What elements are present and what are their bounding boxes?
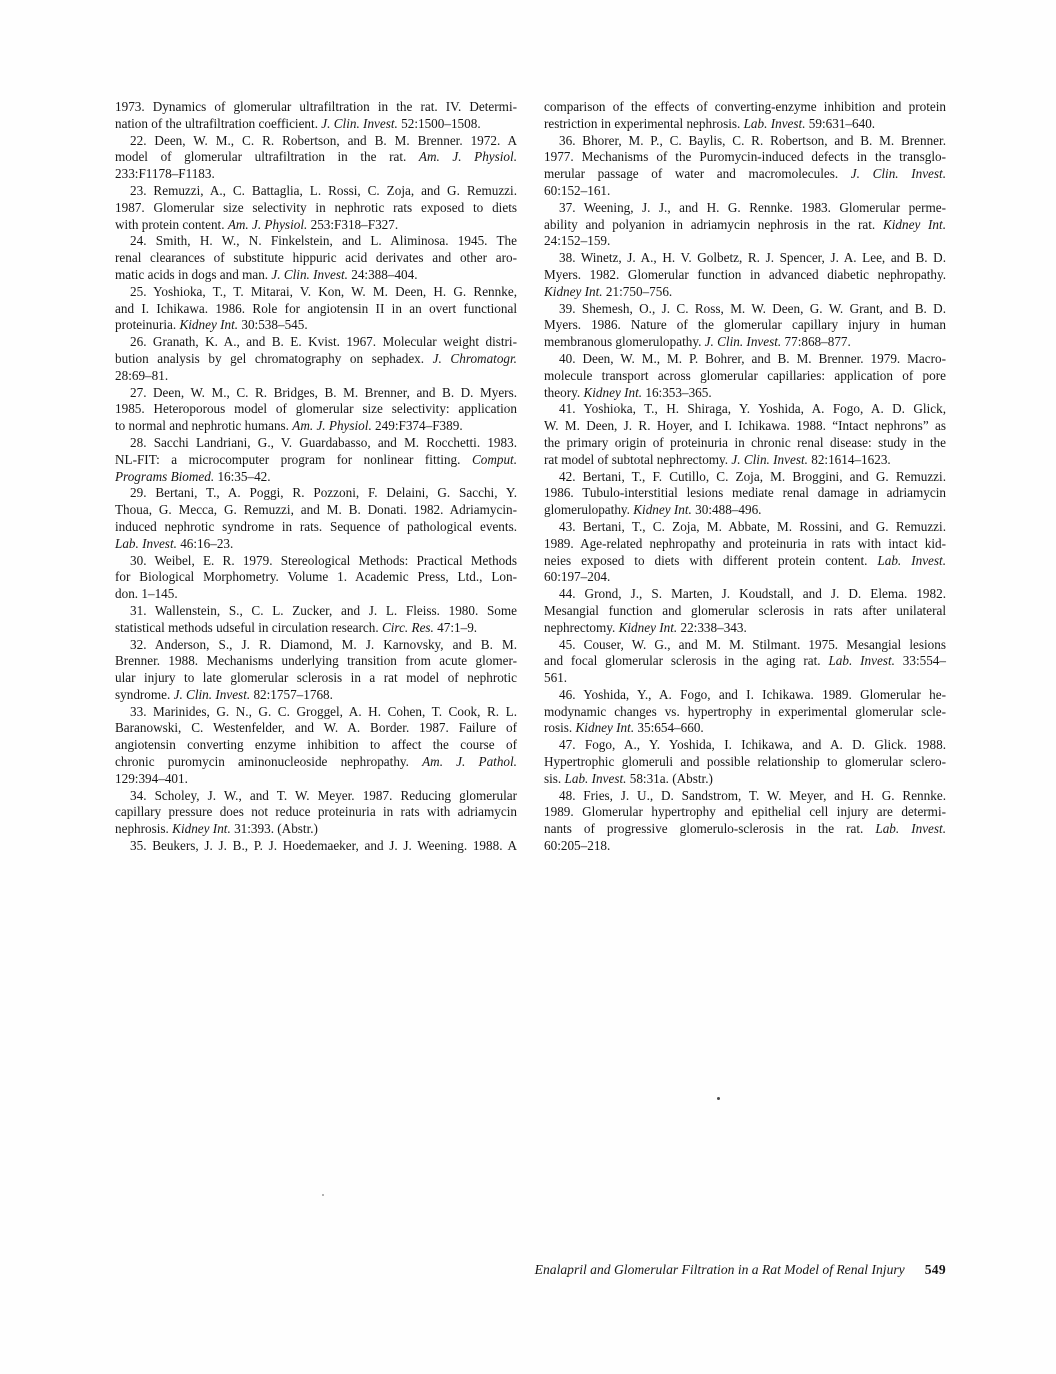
reference-line bbox=[115, 99, 517, 116]
journal-name: Kidney Int. bbox=[179, 317, 239, 333]
reference-line bbox=[544, 569, 946, 586]
reference-line bbox=[544, 838, 946, 855]
reference-text: theory. bbox=[544, 384, 584, 400]
reference-line bbox=[544, 401, 946, 418]
reference-line bbox=[115, 469, 517, 486]
reference-text: 1985. Heteroporous model of glomerular size selectivity: application bbox=[115, 401, 517, 417]
journal-name: Lab. Invest. bbox=[875, 821, 947, 837]
journal-name: Kidney Int. bbox=[618, 619, 678, 635]
reference-text: renal clearances of substitute hippuric acid derivates and other aro- bbox=[115, 250, 517, 266]
reference-line bbox=[115, 519, 517, 536]
reference-text: induced nephrotic syndrome in rats. Sequence of pathological events. bbox=[115, 518, 517, 534]
reference-line bbox=[115, 200, 517, 217]
reference-line bbox=[544, 284, 946, 301]
reference-text: 24. Smith, H. W., N. Finkelstein, and L. Aliminosa. 1945. The bbox=[130, 233, 517, 249]
reference-line bbox=[115, 720, 517, 737]
reference-text: 28. Sacchi Landriani, G., V. Guardabasso, and M. Rocchetti. 1983. bbox=[130, 434, 517, 450]
reference-text: 34. Scholey, J. W., and T. W. Meyer. 1987. Reducing glomerular bbox=[130, 787, 517, 803]
reference-text: 30. Weibel, E. R. 1979. Stereological Methods: Practical Methods bbox=[130, 552, 517, 568]
reference-text: proteinuria. bbox=[115, 317, 180, 333]
reference-text: 21:750–756. bbox=[602, 283, 673, 299]
reference-line bbox=[544, 301, 946, 318]
reference-line bbox=[544, 502, 946, 519]
reference-line bbox=[115, 603, 517, 620]
journal-name: Kidney Int. bbox=[544, 283, 603, 299]
reference-line bbox=[544, 368, 946, 385]
reference-line bbox=[115, 418, 517, 435]
reference-line bbox=[115, 368, 517, 385]
journal-name: J. Clin. Invest. bbox=[173, 686, 251, 702]
reference-text: 39. Shemesh, O., J. C. Ross, M. W. Deen, G. W. Grant, and B. D. bbox=[559, 300, 946, 316]
reference-text: sis. bbox=[544, 770, 565, 786]
reference-line bbox=[544, 385, 946, 402]
reference-entry bbox=[544, 133, 946, 200]
reference-line bbox=[544, 586, 946, 603]
reference-text: 45. Couser, W. G., and M. M. Stilmant. 1975. Mesangial lesions bbox=[559, 636, 946, 652]
reference-line bbox=[544, 435, 946, 452]
reference-text: 27. Deen, W. M., C. R. Bridges, B. M. Brenner, and B. D. Myers. bbox=[130, 384, 517, 400]
scan-speck bbox=[717, 1097, 720, 1100]
reference-text: 1989. Age-related nephropathy and proteinuria in rats with intact kid- bbox=[544, 535, 946, 551]
reference-line bbox=[115, 485, 517, 502]
reference-line bbox=[544, 737, 946, 754]
reference-line bbox=[544, 233, 946, 250]
reference-text: 52:1500–1508. bbox=[397, 115, 481, 131]
reference-line bbox=[115, 250, 517, 267]
reference-entry bbox=[115, 183, 517, 233]
reference-text: 30:488–496. bbox=[691, 502, 762, 518]
journal-name: Circ. Res. bbox=[381, 619, 434, 635]
reference-text: 60:197–204. bbox=[544, 569, 611, 585]
reference-text: model of glomerular ultrafiltration in the rat. bbox=[115, 149, 419, 165]
reference-text: Hypertrophic glomeruli and possible relationship to glomerular sclero- bbox=[544, 754, 946, 770]
reference-line bbox=[544, 133, 946, 150]
reference-text: Baranowski, C. Westenfelder, and W. A. Border. 1987. Failure of bbox=[115, 720, 517, 736]
reference-text: angiotensin converting enzyme inhibition to affect the course of bbox=[115, 737, 517, 753]
reference-line bbox=[115, 586, 517, 603]
reference-line bbox=[544, 536, 946, 553]
reference-text: modynamic changes vs. hypertrophy in experimental glomerular scle- bbox=[544, 703, 946, 719]
reference-text: 36. Bhorer, M. P., C. Baylis, C. R. Robertson, and B. M. Brenner. bbox=[559, 132, 946, 148]
reference-text: 58:31a. (Abstr.) bbox=[626, 770, 713, 786]
reference-line bbox=[115, 317, 517, 334]
reference-text: bution analysis by gel chromatography on sephadex. bbox=[115, 350, 433, 366]
reference-text: 37. Weening, J. J., and H. G. Rennke. 1983. Glomerular perme- bbox=[559, 199, 946, 215]
reference-entry bbox=[544, 788, 946, 855]
journal-name: Kidney Int. bbox=[172, 821, 231, 837]
reference-entry bbox=[544, 401, 946, 468]
reference-text: 77:868–877. bbox=[781, 334, 851, 350]
reference-text: 30:538–545. bbox=[238, 317, 308, 333]
reference-text: 1989. Glomerular hypertrophy and epithelial cell injury are determi- bbox=[544, 804, 946, 820]
reference-text: Mesangial function and glomerular sclerosis in rats after unilateral bbox=[544, 602, 946, 618]
reference-line bbox=[115, 149, 517, 166]
reference-text: 16:353–365. bbox=[642, 384, 712, 400]
reference-line bbox=[544, 821, 946, 838]
reference-entry bbox=[544, 737, 946, 787]
reference-line bbox=[115, 653, 517, 670]
reference-line bbox=[115, 435, 517, 452]
reference-text: merular passage of water and macromolecules. bbox=[544, 166, 851, 182]
reference-text: 82:1757–1768. bbox=[250, 686, 333, 702]
reference-text: 46:16–23. bbox=[176, 535, 234, 551]
reference-entry bbox=[544, 250, 946, 300]
reference-text: 23. Remuzzi, A., C. Battaglia, L. Rossi, C. Zoja, and G. Remuzzi. bbox=[130, 182, 517, 198]
reference-text: neies exposed to diets with different protein content. bbox=[544, 552, 878, 568]
reference-text: 35:654–660. bbox=[634, 720, 704, 736]
reference-line bbox=[544, 704, 946, 721]
reference-text: glomerulopathy. bbox=[544, 502, 634, 518]
journal-name: Am. J. Physiol. bbox=[418, 149, 517, 165]
reference-text: 233:F1178–F1183. bbox=[115, 166, 215, 182]
reference-entry bbox=[115, 435, 517, 485]
reference-line bbox=[115, 452, 517, 469]
reference-text: 60:152–161. bbox=[544, 182, 611, 198]
reference-text: the primary origin of proteinuria in chronic renal disease: study in the bbox=[544, 434, 946, 450]
reference-entry bbox=[544, 99, 946, 133]
reference-line bbox=[115, 754, 517, 771]
journal-name: J. Clin. Invest. bbox=[704, 334, 782, 350]
journal-name: Kidney Int. bbox=[882, 216, 946, 232]
reference-entry bbox=[115, 838, 517, 855]
reference-text: 59:631–640. bbox=[805, 115, 876, 131]
reference-line bbox=[544, 183, 946, 200]
journal-name: Comput. bbox=[471, 451, 517, 467]
reference-text: and I. Ichikawa. 1986. Role for angiotensin II in an overt functional bbox=[115, 300, 517, 316]
reference-line bbox=[544, 720, 946, 737]
reference-line bbox=[115, 637, 517, 654]
reference-text: nephrosis. bbox=[115, 821, 173, 837]
reference-text: Thoua, G. Mecca, G. Remuzzi, and M. B. Donati. 1982. Adriamycin- bbox=[115, 502, 517, 518]
reference-line bbox=[544, 116, 946, 133]
reference-text: nation of the ultrafiltration coefficient. bbox=[115, 115, 322, 131]
reference-line bbox=[544, 166, 946, 183]
reference-line bbox=[115, 116, 517, 133]
journal-name: Am. J. Pathol. bbox=[422, 754, 517, 770]
reference-line bbox=[115, 217, 517, 234]
running-title: Enalapril and Glomerular Filtration in a Rat Model of Renal Injury bbox=[534, 1262, 905, 1277]
reference-text: 561. bbox=[544, 670, 568, 686]
journal-name: Kidney Int. bbox=[583, 384, 643, 400]
journal-name: Lab. Invest. bbox=[564, 770, 627, 786]
reference-text: 46. Yoshida, Y., A. Fogo, and I. Ichikawa. 1989. Glomerular he- bbox=[559, 686, 946, 702]
reference-line bbox=[544, 317, 946, 334]
reference-line bbox=[544, 351, 946, 368]
journal-name: J. Clin. Invest. bbox=[850, 166, 946, 182]
reference-text: 43. Bertani, T., C. Zoja, M. Abbate, M. Rossini, and G. Remuzzi. bbox=[559, 518, 946, 534]
reference-line bbox=[115, 838, 517, 855]
reference-text: Myers. 1986. Nature of the glomerular capillary injury in human bbox=[544, 317, 946, 333]
reference-line bbox=[115, 401, 517, 418]
reference-entry bbox=[115, 385, 517, 435]
journal-name: Programs Biomed. bbox=[115, 468, 215, 484]
reference-text: ular injury to late glomerular sclerosis in a rat model of nephrotic bbox=[115, 670, 517, 686]
reference-line bbox=[115, 536, 517, 553]
references-left-column bbox=[115, 99, 517, 855]
reference-text: 1987. Glomerular size selectivity in nephrotic rats exposed to diets bbox=[115, 199, 517, 215]
scan-speck bbox=[322, 1194, 324, 1196]
reference-text: 33:554– bbox=[894, 653, 946, 669]
reference-line bbox=[544, 149, 946, 166]
reference-line bbox=[115, 267, 517, 284]
reference-line bbox=[115, 788, 517, 805]
reference-entry bbox=[544, 637, 946, 687]
reference-text: 129:394–401. bbox=[115, 770, 188, 786]
reference-text: and focal glomerular sclerosis in the aging rat. bbox=[544, 653, 829, 669]
reference-text: comparison of the effects of converting-enzyme inhibition and protein bbox=[544, 99, 946, 114]
reference-line bbox=[115, 704, 517, 721]
reference-line bbox=[115, 233, 517, 250]
reference-line bbox=[115, 804, 517, 821]
reference-entry bbox=[115, 233, 517, 283]
journal-name: Lab. Invest. bbox=[743, 115, 806, 131]
page-number: 549 bbox=[924, 1262, 946, 1277]
reference-line bbox=[544, 754, 946, 771]
reference-line bbox=[115, 385, 517, 402]
reference-entry bbox=[115, 133, 517, 183]
journal-name: Lab. Invest. bbox=[115, 535, 177, 551]
reference-line bbox=[115, 166, 517, 183]
reference-text: 26. Granath, K. A., and B. E. Kvist. 1967. Molecular weight distri- bbox=[130, 334, 517, 350]
reference-line bbox=[115, 183, 517, 200]
reference-line bbox=[544, 771, 946, 788]
reference-text: 1977. Mechanisms of the Puromycin-induced defects in the transglo- bbox=[544, 149, 946, 165]
reference-line bbox=[544, 670, 946, 687]
reference-text: 42. Bertani, T., F. Cutillo, C. Zoja, M. Broggini, and G. Remuzzi. bbox=[559, 468, 946, 484]
reference-line bbox=[115, 553, 517, 570]
reference-text: 35. Beukers, J. J. B., P. J. Hoedemaeker, and J. J. Weening. 1988. A bbox=[130, 838, 517, 854]
reference-text: 33. Marinides, G. N., G. C. Groggel, A. H. Cohen, T. Cook, R. L. bbox=[130, 703, 517, 719]
reference-line bbox=[544, 452, 946, 469]
reference-text: molecule transport across glomerular capillaries: application of pore bbox=[544, 367, 946, 383]
reference-text: Brenner. 1988. Mechanisms underlying transition from acute glomer- bbox=[115, 653, 517, 669]
reference-text: 24:152–159. bbox=[544, 233, 611, 249]
reference-entry bbox=[544, 687, 946, 737]
reference-text: 16:35–42. bbox=[214, 468, 271, 484]
reference-text: 41. Yoshioka, T., H. Shiraga, Y. Yoshida, A. Fogo, A. D. Glick, bbox=[559, 401, 946, 417]
reference-text: 47. Fogo, A., Y. Yoshida, I. Ichikawa, and A. D. Glick. 1988. bbox=[559, 737, 946, 753]
reference-text: capillary pressure does not reduce proteinuria in rats with adriamycin bbox=[115, 804, 517, 820]
reference-text: restriction in experimental nephrosis. bbox=[544, 115, 744, 131]
reference-line bbox=[544, 99, 946, 116]
reference-text: 253:F318–F327. bbox=[307, 216, 399, 232]
reference-text: nants of progressive glomerulo-sclerosis in the rat. bbox=[544, 821, 876, 837]
reference-line bbox=[544, 519, 946, 536]
reference-text: 22:338–343. bbox=[677, 619, 747, 635]
reference-text: 24:388–404. bbox=[347, 266, 418, 282]
reference-entry bbox=[115, 637, 517, 704]
reference-entry bbox=[544, 301, 946, 351]
journal-name: J. Clin. Invest. bbox=[731, 451, 808, 467]
reference-text: 32. Anderson, S., J. R. Diamond, M. J. Karnovsky, and B. M. bbox=[130, 636, 517, 652]
reference-line bbox=[115, 133, 517, 150]
reference-entry bbox=[115, 99, 517, 133]
reference-text: 40. Deen, W. M., M. P. Bohrer, and B. M. Brenner. 1979. Macro- bbox=[559, 350, 946, 366]
journal-name: Kidney Int. bbox=[633, 502, 692, 518]
reference-line bbox=[115, 569, 517, 586]
reference-entry bbox=[544, 519, 946, 586]
reference-line bbox=[544, 804, 946, 821]
journal-name: Kidney Int. bbox=[575, 720, 635, 736]
reference-line bbox=[544, 620, 946, 637]
reference-text: for Biological Morphometry. Volume 1. Academic Press, Ltd., Lon- bbox=[115, 569, 517, 585]
reference-line bbox=[544, 603, 946, 620]
reference-text: matic acids in dogs and man. bbox=[115, 266, 272, 282]
reference-text: membranous glomerulopathy. bbox=[544, 334, 705, 350]
reference-line bbox=[115, 301, 517, 318]
reference-entry bbox=[115, 284, 517, 334]
reference-text: 28:69–81. bbox=[115, 367, 169, 383]
reference-line bbox=[115, 284, 517, 301]
reference-entry bbox=[115, 334, 517, 384]
reference-text: Myers. 1982. Glomerular function in advanced diabetic nephropathy. bbox=[544, 266, 946, 282]
reference-text: rosis. bbox=[544, 720, 576, 736]
reference-text: 1986. Tubulo-interstitial lesions mediate renal damage in adriamycin bbox=[544, 485, 946, 501]
reference-text: 29. Bertani, T., A. Poggi, R. Pozzoni, F. Delaini, G. Sacchi, Y. bbox=[130, 485, 517, 501]
page-footer bbox=[535, 1262, 946, 1278]
reference-text: 1973. Dynamics of glomerular ultrafiltration in the rat. IV. Determi- bbox=[115, 99, 517, 114]
reference-entry bbox=[115, 603, 517, 637]
reference-line bbox=[115, 334, 517, 351]
reference-entry bbox=[544, 469, 946, 519]
references-right-column bbox=[544, 99, 946, 855]
reference-line bbox=[544, 469, 946, 486]
reference-text: syndrome. bbox=[115, 686, 174, 702]
reference-entry bbox=[115, 704, 517, 788]
reference-line bbox=[115, 821, 517, 838]
journal-name: Lab. Invest. bbox=[877, 552, 946, 568]
journal-name: J. Clin. Invest. bbox=[321, 115, 398, 131]
reference-text: don. 1–145. bbox=[115, 586, 178, 602]
journal-name: J. Clin. Invest. bbox=[271, 266, 348, 282]
reference-text: with protein content. bbox=[115, 216, 228, 232]
reference-line bbox=[115, 620, 517, 637]
reference-entry bbox=[544, 200, 946, 250]
reference-text: 249:F374–F389. bbox=[371, 418, 463, 434]
reference-entry bbox=[115, 788, 517, 838]
reference-text: 60:205–218. bbox=[544, 838, 611, 854]
reference-text: 47:1–9. bbox=[433, 619, 478, 635]
reference-text: ability and polyanion in adriamycin nephrosis in the rat. bbox=[544, 216, 883, 232]
reference-text: 25. Yoshioka, T., T. Mitarai, V. Kon, W. M. Deen, H. G. Rennke, bbox=[130, 283, 517, 299]
reference-line bbox=[115, 687, 517, 704]
reference-line bbox=[544, 637, 946, 654]
reference-text: 31:393. (Abstr.) bbox=[230, 821, 318, 837]
reference-line bbox=[544, 267, 946, 284]
reference-line bbox=[544, 250, 946, 267]
reference-line bbox=[115, 771, 517, 788]
reference-text: 48. Fries, J. U., D. Sandstrom, T. W. Meyer, and H. G. Rennke. bbox=[559, 787, 946, 803]
reference-text: nephrectomy. bbox=[544, 619, 619, 635]
reference-text: chronic puromycin aminonucleoside nephropathy. bbox=[115, 754, 423, 770]
journal-name: Lab. Invest. bbox=[828, 653, 895, 669]
references-section bbox=[115, 99, 946, 855]
reference-line bbox=[544, 687, 946, 704]
reference-line bbox=[544, 418, 946, 435]
reference-text: W. M. Deen, J. R. Hoyer, and I. Ichikawa. 1988. “Intact nephrons” as bbox=[544, 418, 946, 434]
journal-name: Am. J. Physiol. bbox=[227, 216, 308, 232]
reference-text: NL-FIT: a microcomputer program for nonlinear fitting. bbox=[115, 451, 472, 467]
journal-name: J. Chromatogr. bbox=[432, 350, 517, 366]
reference-line bbox=[544, 485, 946, 502]
reference-line bbox=[115, 670, 517, 687]
reference-line bbox=[544, 200, 946, 217]
reference-line bbox=[544, 334, 946, 351]
reference-line bbox=[544, 553, 946, 570]
reference-text: 44. Grond, J., S. Marten, J. Koudstall, and J. D. Elema. 1982. bbox=[559, 586, 946, 602]
reference-text: 38. Winetz, J. A., H. V. Golbetz, R. J. Spencer, J. A. Lee, and B. D. bbox=[559, 250, 946, 266]
reference-text: statistical methods udseful in circulation research. bbox=[115, 619, 382, 635]
reference-text: rat model of subtotal nephrectomy. bbox=[544, 451, 732, 467]
reference-line bbox=[544, 217, 946, 234]
journal-name: Am. J. Physiol. bbox=[292, 418, 372, 434]
reference-text: to normal and nephrotic humans. bbox=[115, 418, 293, 434]
reference-entry bbox=[544, 586, 946, 636]
reference-text: 82:1614–1623. bbox=[807, 451, 891, 467]
reference-line bbox=[115, 502, 517, 519]
reference-entry bbox=[115, 553, 517, 603]
reference-entry bbox=[115, 485, 517, 552]
reference-text: 31. Wallenstein, S., C. L. Zucker, and J. L. Fleiss. 1980. Some bbox=[130, 602, 517, 618]
reference-line bbox=[115, 351, 517, 368]
reference-entry bbox=[544, 351, 946, 401]
reference-text: 22. Deen, W. M., C. R. Robertson, and B. M. Brenner. 1972. A bbox=[130, 132, 517, 148]
reference-line bbox=[115, 737, 517, 754]
reference-line bbox=[544, 653, 946, 670]
reference-line bbox=[544, 788, 946, 805]
